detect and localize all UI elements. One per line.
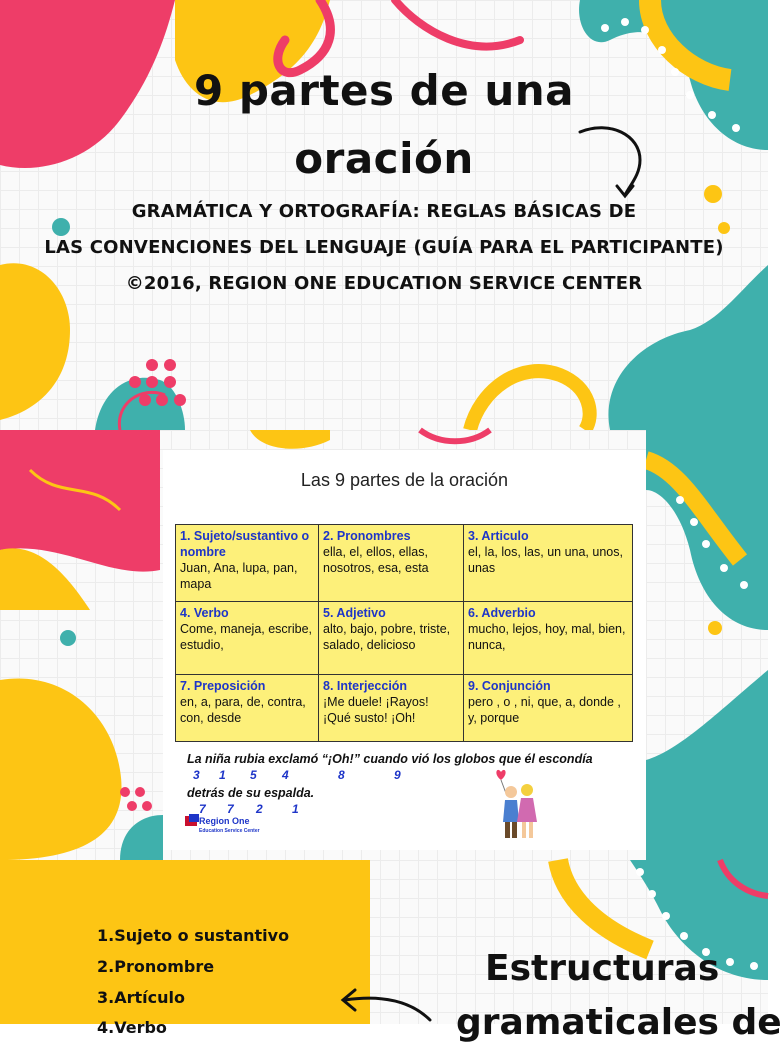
cell-heading: 1. Sujeto/sustantivo o nombre	[180, 529, 310, 559]
structures-heading-line1: Estructuras	[485, 948, 720, 989]
pink-line	[395, 0, 520, 46]
slide-title-line1: 9 partes de una	[194, 66, 574, 115]
number-marker: 1	[292, 802, 299, 816]
source-line-1: GRAMÁTICA Y ORTOGRAFÍA: REGLAS BÁSICAS DE	[131, 201, 637, 222]
cell-body: pero , o , ni, que, a, donde , y, porque	[468, 695, 621, 725]
cell-body: Come, maneja, escribe, estudio,	[180, 622, 313, 652]
list-item: 2.Pronombre	[97, 957, 215, 976]
structures-heading-line2: gramaticales de	[456, 1002, 782, 1043]
cell-heading: 5. Adjetivo	[323, 606, 386, 620]
table-row	[176, 602, 633, 675]
title-slide	[0, 0, 768, 430]
number-marker: 4	[282, 768, 289, 782]
number-marker: 8	[338, 768, 345, 782]
cell-heading: 3. Articulo	[468, 529, 529, 543]
cell-body: mucho, lejos, hoy, mal, bien, nunca,	[468, 622, 626, 652]
table-title: Las 9 partes de la oración	[300, 470, 509, 490]
table-cell	[319, 675, 464, 742]
cell-heading: 2. Pronombres	[323, 529, 411, 543]
number-marker: 3	[193, 768, 200, 782]
cell-body: ella, el, ellos, ellas, nosotros, esa, esta	[323, 545, 429, 575]
table-panel	[163, 450, 646, 850]
logo-name: Region One	[199, 816, 250, 826]
list-item: 1.Sujeto o sustantivo	[97, 926, 290, 945]
cell-heading: 6. Adverbio	[468, 606, 536, 620]
cell-body: en, a, para, de, contra, con, desde	[180, 695, 306, 725]
cell-heading: 7. Preposición	[180, 679, 266, 693]
example-sentence-line1: La niña rubia exclamó “¡Oh!” cuando vió los globos que él escondía	[187, 752, 593, 766]
cell-heading: 8. Interjección	[323, 679, 408, 693]
list-item: 3.Artículo	[97, 988, 185, 1007]
cell-heading: 4. Verbo	[180, 606, 229, 620]
table-cell	[176, 525, 319, 602]
cell-body: ¡Me duele! ¡Rayos! ¡Qué susto! ¡Oh!	[323, 695, 429, 725]
table-cell	[176, 675, 319, 742]
cell-body: alto, bajo, pobre, triste, salado, delicioso	[323, 622, 451, 652]
structures-slide	[0, 860, 782, 1043]
parts-table	[175, 524, 633, 742]
list-item: 4.Verbo	[97, 1018, 167, 1037]
table-cell	[176, 602, 319, 675]
table-cell	[319, 602, 464, 675]
number-marker: 2	[256, 802, 263, 816]
table-slide	[0, 430, 768, 860]
number-marker: 7	[227, 802, 234, 816]
number-marker: 7	[199, 802, 206, 816]
number-marker: 5	[250, 768, 257, 782]
number-marker: 1	[219, 768, 226, 782]
table-row	[176, 675, 633, 742]
table-cell	[464, 602, 633, 675]
source-line-3: ©2016, REGION ONE EDUCATION SERVICE CENTER	[125, 273, 643, 294]
cell-heading: 9. Conjunción	[468, 679, 551, 693]
example-sentence-line2: detrás de su espalda.	[187, 786, 315, 800]
table-row	[176, 525, 633, 602]
table-cell	[319, 525, 464, 602]
cell-body: el, la, los, las, un una, unos, unas	[468, 545, 623, 575]
number-marker: 9	[394, 768, 401, 782]
cell-body: Juan, Ana, lupa, pan, mapa	[180, 561, 298, 591]
source-line-2: LAS CONVENCIONES DEL LENGUAJE (GUÍA PARA EL PARTICIPANTE)	[44, 237, 724, 258]
logo-subtitle: Education Service Center	[199, 828, 260, 834]
table-cell	[464, 525, 633, 602]
table-cell	[464, 675, 633, 742]
slide-title-line2: oración	[294, 134, 474, 183]
couple-illustration-icon	[493, 766, 543, 842]
